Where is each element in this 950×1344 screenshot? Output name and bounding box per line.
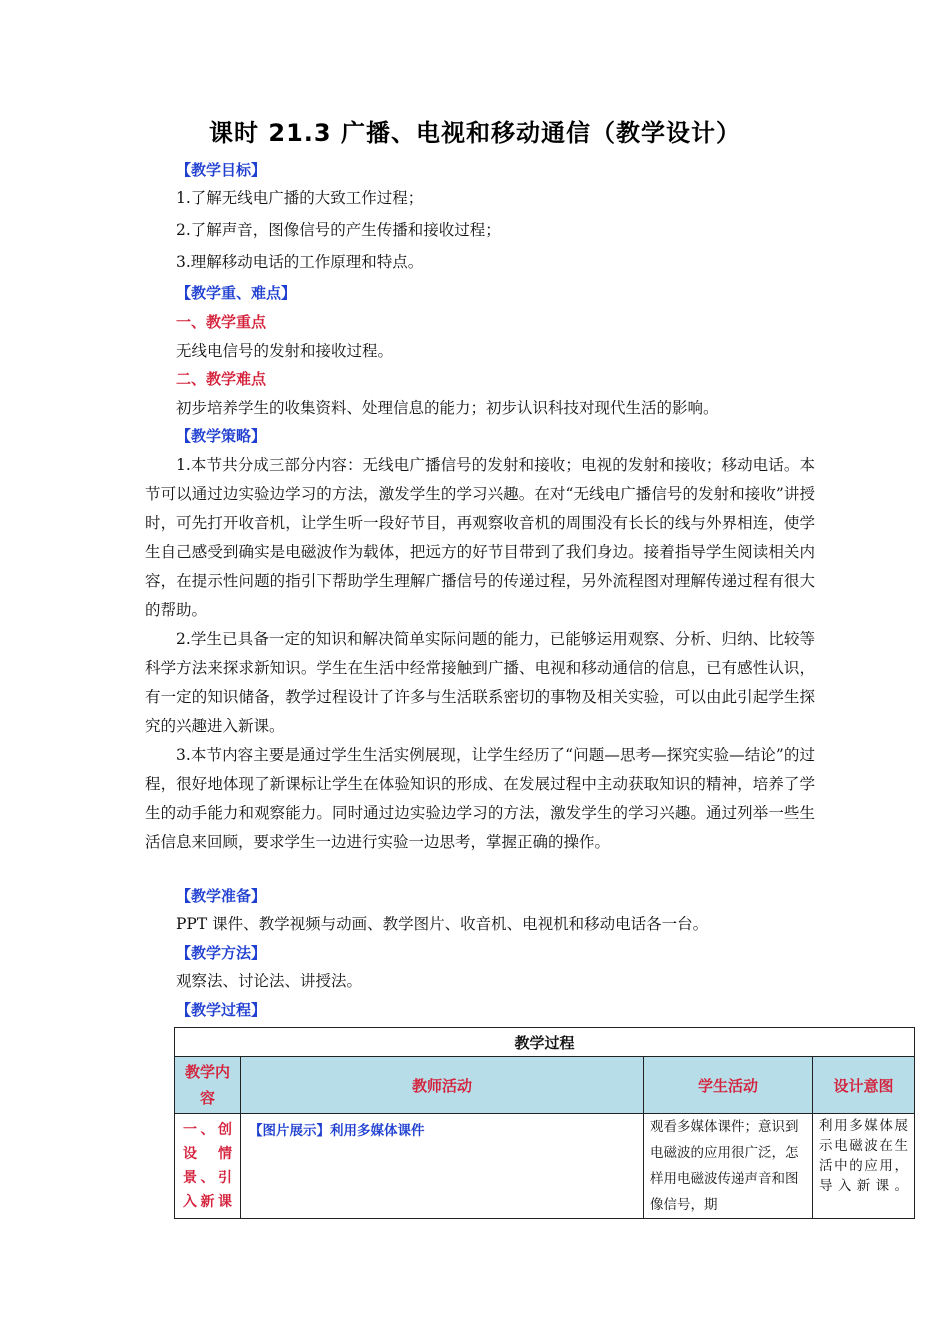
focus-text: 无线电信号的发射和接收过程。 (176, 342, 394, 360)
row-teacher-activity: 【图片展示】利用多媒体课件 (241, 1114, 644, 1219)
row-content: 一、创设情景、引入新课 (175, 1114, 241, 1219)
strategy-paragraph: 2.学生已具备一定的知识和解决简单实际问题的能力，已能够运用观察、分析、归纳、比较等科学方法来探求新知识。学生在生活中经常接触到广播、电视和移动通信的信息，已有感性认识，有一定的知识储备，教学过程设计了许多与生活联系密切的事物及相关实验，可以由此引起学生探究的兴趣进入新课。 (145, 630, 815, 735)
methods-heading: 【教学方法】 (176, 944, 267, 962)
objectives-heading: 【教学目标】 (176, 161, 267, 179)
strategy-paragraph: 3.本节内容主要是通过学生生活实例展现，让学生经历了“问题—思考—探究实验—结论”的过程，很好地体现了新课标让学生在体验知识的形成、在发展过程中主动获取知识的精神，培养了学生的动手能力和观察能力。同时通过边实验边学习的方法，激发学生的学习兴趣。通过列举一些生活信息来回顾，要求学生一边进行实验一边思考，掌握正确的操作。 (145, 746, 815, 851)
document-title: 课时 21.3 广播、电视和移动通信（教学设计） (209, 119, 741, 147)
key-points-heading: 【教学重、难点】 (176, 284, 297, 302)
objective-item: 1.了解无线电广播的大致工作过程； (176, 189, 424, 207)
difficulty-text: 初步培养学生的收集资料、处理信息的能力；初步认识科技对现代生活的影响。 (176, 399, 719, 417)
row-design-intent: 利用多媒体展示电磁波在生活中的应用，导入新课。 (813, 1114, 915, 1219)
focus-title: 一、教学重点 (176, 313, 267, 331)
objective-item: 3.理解移动电话的工作原理和特点。 (176, 253, 424, 271)
difficulty-title: 二、教学难点 (176, 370, 267, 388)
preparation-heading: 【教学准备】 (176, 887, 267, 905)
objective-item: 2.了解声音，图像信号的产生传播和接收过程； (176, 221, 501, 239)
column-header-teacher: 教师活动 (241, 1057, 644, 1114)
process-heading: 【教学过程】 (176, 1001, 267, 1019)
methods-text: 观察法、讨论法、讲授法。 (176, 972, 363, 990)
preparation-text: PPT 课件、教学视频与动画、教学图片、收音机、电视机和移动电话各一台。 (176, 915, 709, 933)
column-header-content: 教学内容 (175, 1057, 241, 1114)
table-title: 教学过程 (175, 1028, 915, 1057)
table-header-row (175, 1057, 915, 1114)
column-header-intent: 设计意图 (813, 1057, 915, 1114)
strategy-heading: 【教学策略】 (176, 427, 267, 445)
process-table (174, 1027, 915, 1219)
column-header-student: 学生活动 (644, 1057, 813, 1114)
table-row (175, 1114, 915, 1219)
row-student-activity: 观看多媒体课件；意识到电磁波的应用很广泛，怎样用电磁波传递声音和图像信号，期 (644, 1114, 813, 1219)
strategy-paragraph: 1.本节共分成三部分内容：无线电广播信号的发射和接收；电视的发射和接收；移动电话。本节可以通过边实验边学习的方法，激发学生的学习兴趣。在对“无线电广播信号的发射和接收”讲授时，可先打开收音机，让学生听一段好节目，再观察收音机的周围没有长长的线与外界相连，使学生自己感受到确实是电磁波作为载体，把远方的好节目带到了我们身边。接着指导学生阅读相关内容，在提示性问题的指引下帮助学生理解广播信号的传递过程，另外流程图对理解传递过程有很大的帮助。 (145, 456, 815, 619)
